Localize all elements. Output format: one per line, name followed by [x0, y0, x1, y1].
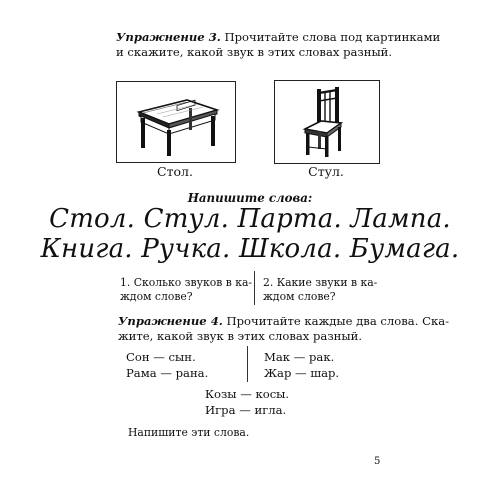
question-divider — [254, 271, 255, 305]
question-2-line2: ждом слове? — [263, 290, 336, 303]
question-1-line1: 1. Сколько звуков в ка- — [120, 276, 253, 289]
exercise-4-text — [118, 314, 450, 344]
pair-center-1: Козы — косы. — [205, 387, 290, 401]
pair-right-1: Мак — рак. — [264, 350, 335, 364]
pair-left-2: Рама — рана. — [126, 366, 209, 380]
caption-chair: Стул. — [308, 164, 344, 179]
table-icon — [117, 82, 235, 162]
pairs-right — [264, 349, 339, 381]
exercise-3-line1: Прочитайте слова под картинками — [220, 30, 441, 44]
question-1-line2: ждом слове? — [120, 290, 193, 303]
question-2-line1: 2. Какие звуки в ка- — [263, 276, 378, 289]
instruction-text: Напишите эти слова. — [128, 426, 250, 439]
exercise-4-line1: Прочитайте каждые два слова. Ска- — [222, 314, 450, 328]
pair-right-2: Жар — шар. — [264, 366, 340, 380]
table-picture — [116, 81, 236, 163]
pairs-divider — [247, 346, 248, 382]
cursive-line-1: Стол. Стул. Парта. Лампа. — [49, 204, 451, 234]
pair-center-2: Игра — игла. — [205, 403, 287, 417]
question-1 — [120, 276, 253, 304]
question-2 — [263, 276, 393, 304]
chair-icon — [275, 81, 379, 163]
exercise-3-line2: и скажите, какой звук в этих словах разный. — [116, 45, 393, 59]
exercise-4-line2: жите, какой звук в этих словах разный. — [118, 329, 363, 343]
write-words-heading: Напишите слова: — [187, 191, 313, 205]
cursive-line-2: Книга. Ручка. Школа. Бумага. — [40, 234, 460, 264]
exercise-3-label: Упражнение 3. — [116, 30, 221, 44]
pairs-left — [126, 349, 208, 381]
caption-table: Стол. — [157, 164, 193, 179]
pair-left-1: Сон — сын. — [126, 350, 196, 364]
exercise-3-text — [116, 30, 441, 60]
pairs-center — [205, 386, 289, 418]
exercise-4-label: Упражнение 4. — [118, 314, 223, 328]
page-number: 5 — [374, 456, 381, 467]
chair-picture — [274, 80, 380, 164]
